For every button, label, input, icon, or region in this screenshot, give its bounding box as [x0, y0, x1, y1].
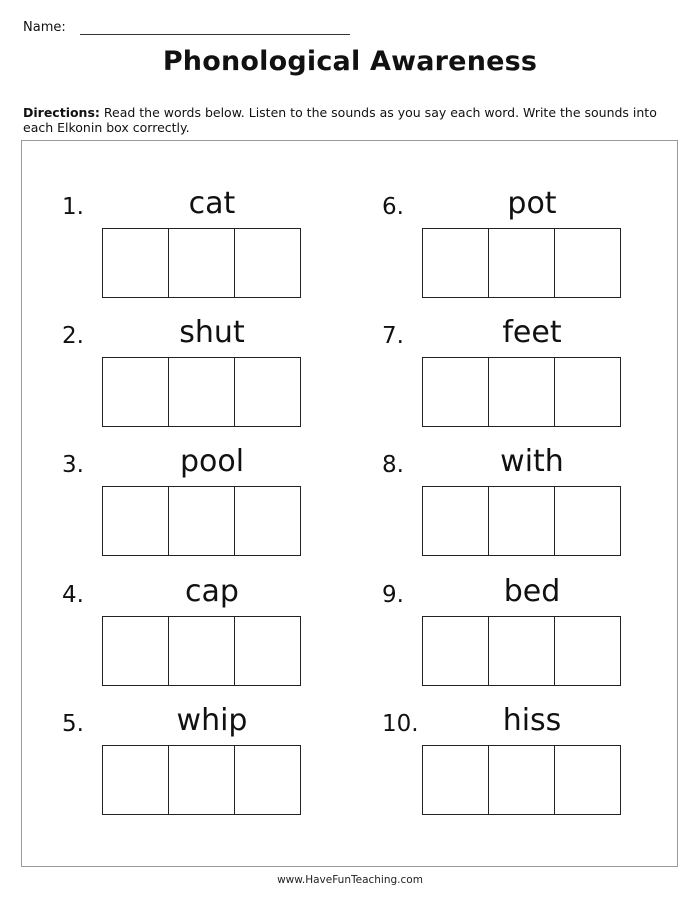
item-2	[62, 315, 362, 453]
directions	[23, 105, 683, 135]
item-word: cat	[188, 186, 236, 221]
elkonin-box[interactable]	[235, 487, 300, 555]
elkonin-box[interactable]	[169, 487, 235, 555]
item-number: 5.	[62, 711, 84, 737]
item-7	[382, 315, 682, 453]
elkonin-box[interactable]	[423, 229, 489, 297]
item-number: 7.	[382, 323, 404, 349]
name-label: Name:	[23, 20, 66, 35]
elkonin-box[interactable]	[555, 617, 620, 685]
elkonin-box[interactable]	[169, 358, 235, 426]
item-number: 10.	[382, 711, 419, 737]
item-number: 2.	[62, 323, 84, 349]
elkonin-box[interactable]	[169, 746, 235, 814]
elkonin-box[interactable]	[423, 487, 489, 555]
item-word: hiss	[502, 703, 562, 738]
elkonin-box[interactable]	[555, 746, 620, 814]
page-title: Phonological Awareness	[162, 46, 538, 77]
elkonin-box[interactable]	[555, 358, 620, 426]
elkonin-boxes	[102, 616, 301, 686]
item-5	[62, 703, 362, 841]
elkonin-box[interactable]	[103, 487, 169, 555]
footer-url: www.HaveFunTeaching.com	[277, 874, 423, 886]
elkonin-box[interactable]	[423, 746, 489, 814]
directions-label: Directions:	[23, 105, 100, 120]
elkonin-boxes	[422, 228, 621, 298]
item-4	[62, 574, 362, 712]
item-number: 4.	[62, 582, 84, 608]
item-1	[62, 186, 362, 324]
elkonin-boxes	[102, 228, 301, 298]
item-word: bed	[503, 574, 561, 609]
item-9	[382, 574, 682, 712]
item-word: shut	[179, 315, 245, 350]
elkonin-box[interactable]	[103, 229, 169, 297]
item-6	[382, 186, 682, 324]
elkonin-box[interactable]	[555, 487, 620, 555]
item-word: whip	[176, 703, 248, 738]
item-number: 3.	[62, 452, 84, 478]
elkonin-box[interactable]	[169, 617, 235, 685]
elkonin-box[interactable]	[235, 229, 300, 297]
elkonin-box[interactable]	[489, 358, 555, 426]
elkonin-boxes	[102, 357, 301, 427]
elkonin-box[interactable]	[235, 746, 300, 814]
elkonin-box[interactable]	[235, 617, 300, 685]
item-10	[382, 703, 682, 841]
item-word: with	[500, 444, 564, 479]
item-word: cap	[185, 574, 239, 609]
elkonin-box[interactable]	[489, 229, 555, 297]
item-8	[382, 444, 682, 582]
elkonin-box[interactable]	[103, 617, 169, 685]
name-line[interactable]	[80, 34, 350, 35]
elkonin-box[interactable]	[555, 229, 620, 297]
elkonin-box[interactable]	[423, 617, 489, 685]
worksheet-frame	[21, 140, 678, 867]
item-number: 6.	[382, 194, 404, 220]
item-number: 1.	[62, 194, 84, 220]
elkonin-box[interactable]	[489, 617, 555, 685]
elkonin-boxes	[422, 745, 621, 815]
elkonin-box[interactable]	[235, 358, 300, 426]
elkonin-box[interactable]	[103, 358, 169, 426]
directions-text: Read the words below. Listen to the sounds as you say each word. Write the sounds into each Elkonin box correctly.	[23, 105, 657, 135]
elkonin-box[interactable]	[103, 746, 169, 814]
item-word: feet	[502, 315, 562, 350]
item-word: pool	[179, 444, 245, 479]
elkonin-box[interactable]	[489, 487, 555, 555]
elkonin-boxes	[422, 616, 621, 686]
item-number: 9.	[382, 582, 404, 608]
elkonin-box[interactable]	[423, 358, 489, 426]
elkonin-box[interactable]	[489, 746, 555, 814]
elkonin-box[interactable]	[169, 229, 235, 297]
elkonin-boxes	[422, 486, 621, 556]
item-number: 8.	[382, 452, 404, 478]
item-3	[62, 444, 362, 582]
elkonin-boxes	[102, 745, 301, 815]
elkonin-boxes	[102, 486, 301, 556]
elkonin-boxes	[422, 357, 621, 427]
item-word: pot	[507, 186, 557, 221]
